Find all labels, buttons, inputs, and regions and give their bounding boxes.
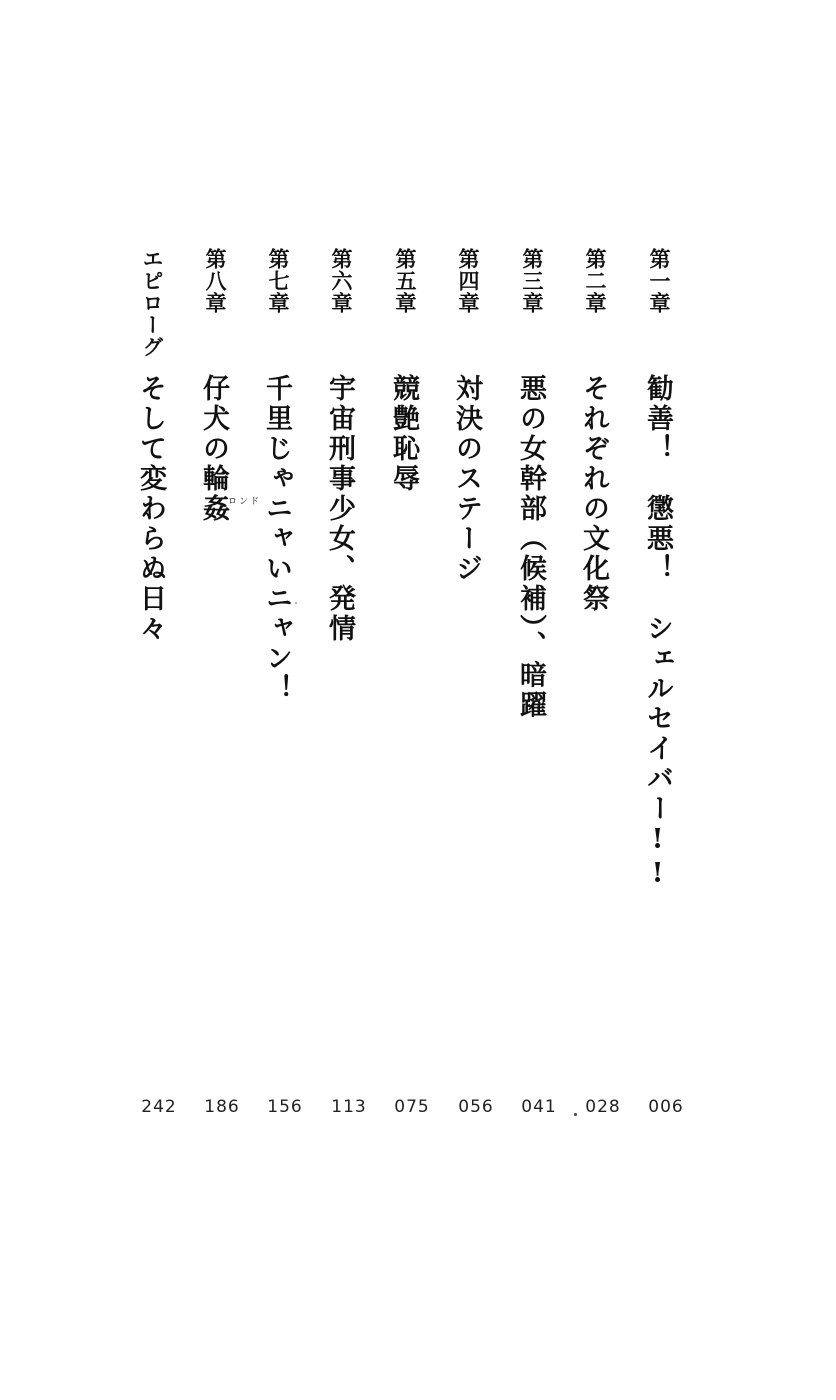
chapter-label: 第六章 [329, 248, 353, 314]
page-number: 156 [267, 1097, 303, 1117]
toc-entry-chapter-5 [390, 248, 434, 1068]
page-number: 041 [521, 1097, 557, 1117]
toc-entry-chapter-1 [644, 248, 688, 1068]
chapter-label: 第七章 [266, 248, 290, 314]
scan-speck [574, 1113, 577, 1116]
chapter-title: それぞれの文化祭 [578, 374, 609, 614]
page-number: 242 [141, 1097, 177, 1117]
chapter-label: 第一章 [647, 248, 671, 314]
chapter-title: 宇宙刑事少女、発情 [324, 374, 355, 644]
page-number: 075 [394, 1097, 430, 1117]
chapter-title: 競艶恥辱 [388, 374, 419, 494]
toc-entry-chapter-8 [198, 248, 262, 1068]
toc-entry-chapter-6 [326, 248, 370, 1068]
chapter-title: そして変わらぬ日々 [135, 374, 166, 644]
page-number: 006 [648, 1097, 684, 1117]
chapter-title: 仔犬の輪姦 [198, 374, 229, 524]
toc-entry-chapter-7 [263, 248, 307, 1068]
chapter-title: 勧善！ 懲悪！ シェルセイバー!! [642, 374, 673, 892]
page-number: 113 [331, 1097, 367, 1117]
chapter-label: 第三章 [520, 248, 544, 314]
toc-entry-chapter-3 [517, 248, 561, 1068]
toc-entry-chapter-2 [580, 248, 624, 1068]
chapter-title: 千里じゃニャいニャン！ [261, 374, 292, 704]
chapter-label: エピローグ [140, 248, 164, 358]
chapter-title: 対決のステージ [451, 374, 482, 584]
page-number: 186 [204, 1097, 240, 1117]
chapter-label: 第四章 [456, 248, 480, 314]
chapter-label: 第二章 [583, 248, 607, 314]
chapter-label: 第五章 [393, 248, 417, 314]
scan-speck [295, 602, 297, 604]
chapter-title: 悪の女幹部（候補）、暗躍 [515, 374, 546, 721]
ruby-annotation: ロンド [228, 497, 262, 507]
toc-entry-epilogue [137, 248, 181, 1068]
page-number: 056 [458, 1097, 494, 1117]
chapter-label: 第八章 [203, 248, 227, 314]
page-number: 028 [585, 1097, 621, 1117]
toc-entry-chapter-4 [453, 248, 497, 1068]
